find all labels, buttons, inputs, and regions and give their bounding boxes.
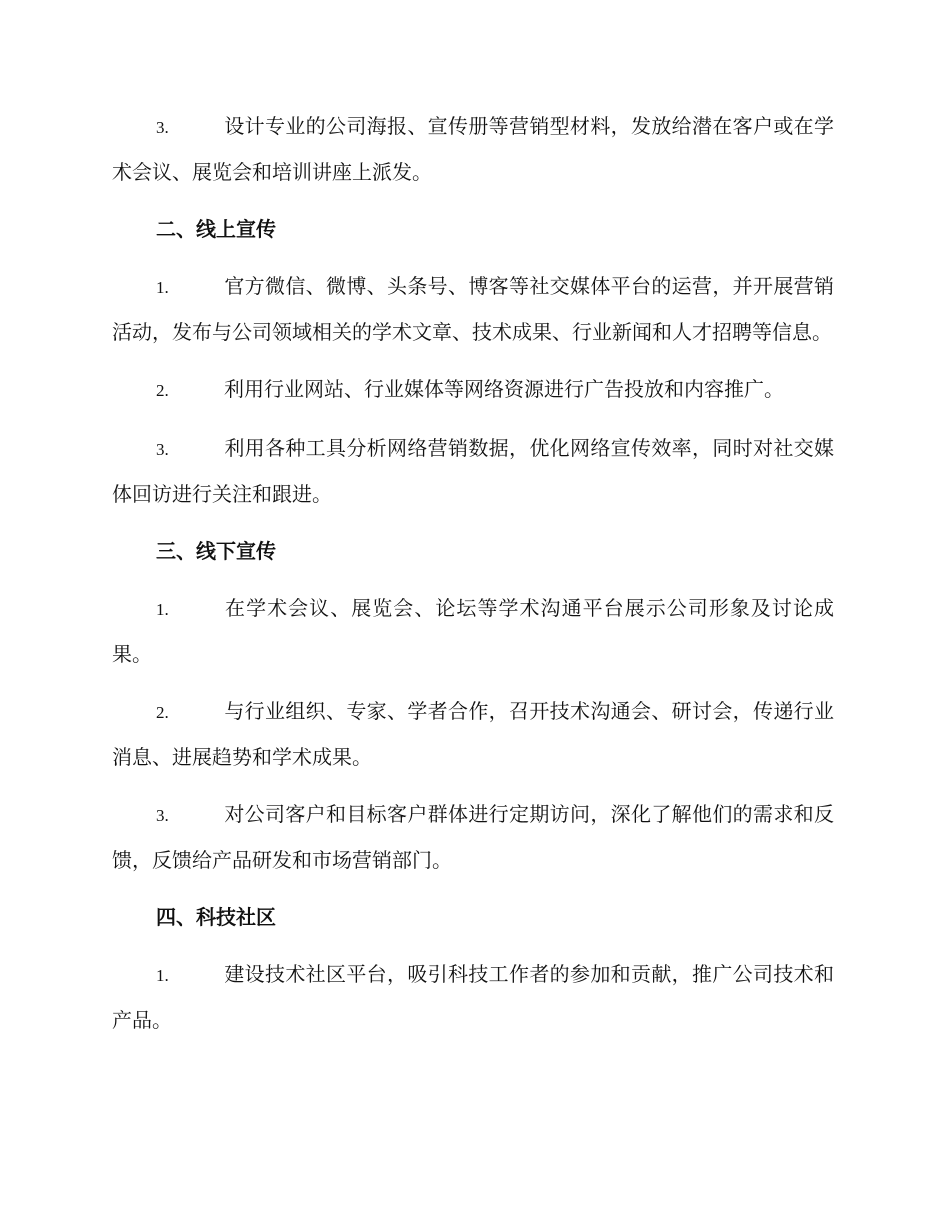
list-item-text: 官方微信、微博、头条号、博客等社交媒体平台的运营，并开展营销活动，发布与公司领域相关的学术文章、技术成果、行业新闻和人才招聘等信息。 — [112, 274, 834, 344]
list-item-number: 2. — [156, 381, 169, 400]
document-body — [112, 104, 834, 1055]
list-item-text: 设计专业的公司海报、宣传册等营销型材料，发放给潜在客户或在学术会议、展览会和培训讲座上派发。 — [112, 114, 834, 184]
list-item-number: 1. — [156, 966, 169, 985]
section-heading: 三、线下宣传 — [156, 539, 276, 563]
list-item-number: 2. — [156, 703, 169, 722]
list-item — [112, 586, 834, 676]
list-item — [112, 264, 834, 354]
list-item — [112, 689, 834, 779]
list-item-text: 利用各种工具分析网络营销数据，优化网络宣传效率，同时对社交媒体回访进行关注和跟进。 — [112, 436, 834, 506]
list-item-number: 3. — [156, 806, 169, 825]
list-item — [112, 792, 834, 882]
list-item-number: 1. — [156, 600, 169, 619]
list-item-text: 利用行业网站、行业媒体等网络资源进行广告投放和内容推广。 — [224, 377, 784, 401]
list-item — [112, 104, 834, 194]
list-item-text: 对公司客户和目标客户群体进行定期访问，深化了解他们的需求和反馈，反馈给产品研发和市场营销部门。 — [112, 802, 834, 872]
list-item-number: 1. — [156, 278, 169, 297]
list-item — [112, 952, 834, 1042]
list-item-text: 建设技术社区平台，吸引科技工作者的参加和贡献，推广公司技术和产品。 — [112, 962, 834, 1032]
list-item — [112, 426, 834, 516]
list-item-number: 3. — [156, 440, 169, 459]
list-item — [112, 367, 834, 413]
list-item-number: 3. — [156, 118, 169, 137]
section-heading: 四、科技社区 — [156, 905, 276, 929]
section-heading: 二、线上宣传 — [156, 217, 276, 241]
list-item-text: 在学术会议、展览会、论坛等学术沟通平台展示公司形象及讨论成果。 — [112, 596, 834, 666]
list-item-text: 与行业组织、专家、学者合作，召开技术沟通会、研讨会，传递行业消息、进展趋势和学术成果。 — [112, 699, 834, 769]
